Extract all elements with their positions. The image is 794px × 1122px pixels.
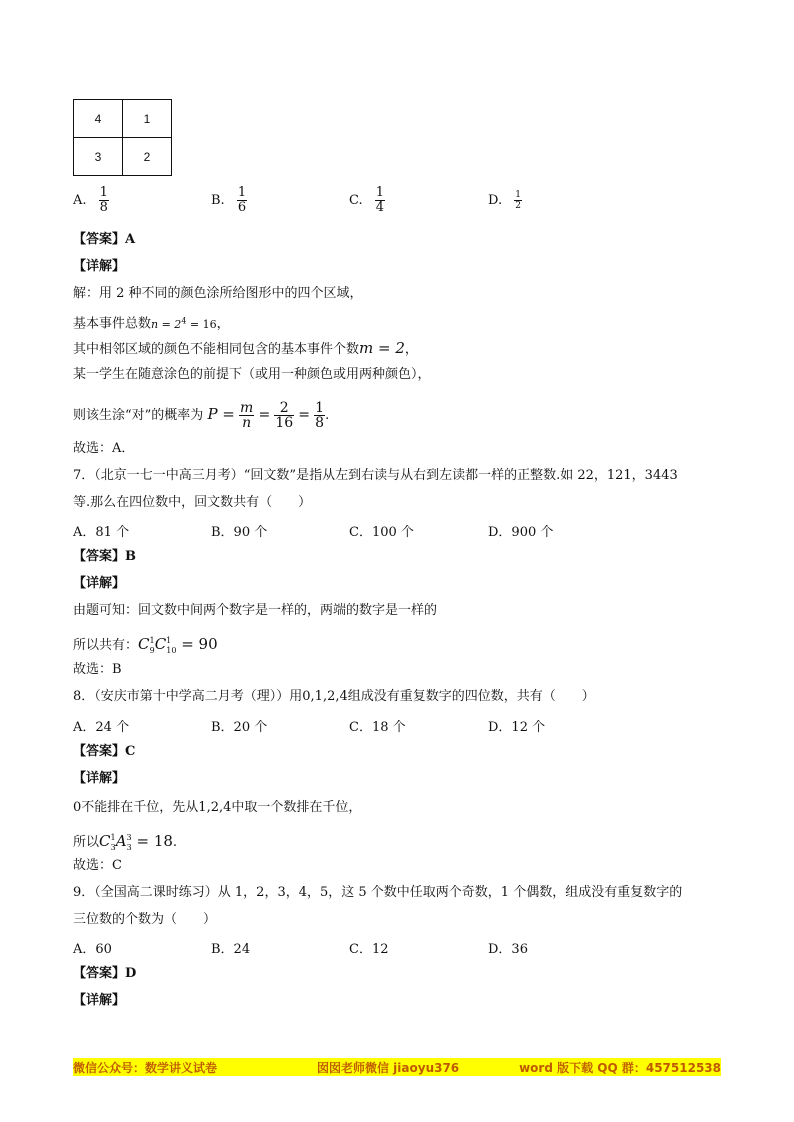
fraction-numerator: 2 — [274, 401, 294, 416]
grid-cell: 4 — [74, 100, 123, 138]
formula-part: = 16 — [186, 317, 217, 331]
q7-option-a: A．81 个 — [73, 525, 130, 540]
formula: $C^1_3A^3_3 = 18$ — [99, 832, 173, 852]
q6-detail-line — [73, 397, 329, 433]
region-grid-figure — [73, 99, 172, 176]
q7-stem-line: 等.那么在四位数中，回文数共有（ ） — [73, 495, 312, 510]
option-fraction — [514, 190, 522, 211]
q6-detail-line: 解：用 2 种不同的颜色涂所给图形中的四个区域， — [73, 286, 363, 301]
text: 所以 — [73, 835, 100, 850]
text: 则该生涂“对”的概率为 — [73, 408, 204, 423]
q7-detail-label: 【详解】 — [73, 576, 126, 591]
equals-sign: = — [298, 407, 311, 423]
q6-detail-line — [73, 312, 230, 334]
fraction-denominator: 2 — [515, 201, 521, 211]
fraction-denominator: 8 — [315, 415, 325, 431]
q6-detail-label: 【详解】 — [73, 259, 126, 274]
q7-option-b: B．90 个 — [211, 525, 268, 540]
footer-banner — [73, 1058, 721, 1076]
q8-answer-label: 【答案】C — [73, 744, 136, 759]
text: 不能排在千位，先从 — [81, 800, 199, 815]
q8-detail-line — [73, 826, 177, 860]
fraction-numerator: 1 — [375, 185, 385, 200]
text: 中取一个数排在千位， — [231, 800, 362, 815]
formula-part: = 18 — [131, 832, 173, 850]
formula-part: = 90 — [176, 635, 218, 653]
q9-option-a: A．60 — [73, 942, 112, 957]
q7-detail-line — [73, 629, 218, 663]
fraction — [239, 401, 254, 430]
q8-stem-line — [73, 688, 595, 706]
q9-stem-line: 三位数的个数为（ ） — [73, 912, 217, 927]
q6-detail-line: 某一学生在随意涂色的前提下（或用一种颜色或用两种颜色）， — [73, 367, 431, 382]
fraction-numerator: 1 — [99, 185, 108, 200]
formula: m = 2 — [359, 339, 405, 357]
text: 基本事件总数 — [73, 316, 152, 332]
q9-detail-label: 【详解】 — [73, 993, 126, 1008]
q8-detail-label: 【详解】 — [73, 771, 126, 786]
formula: P = — [207, 405, 235, 423]
option-fraction — [237, 186, 247, 215]
q9-option-c: C．12 — [349, 942, 389, 957]
fraction-denominator: 4 — [375, 200, 385, 215]
fraction-denominator: 6 — [237, 200, 247, 215]
formula-superscript: 1 — [149, 636, 155, 645]
formula-part: C — [138, 635, 150, 653]
fraction-denominator: n — [242, 415, 252, 431]
q6-option-a — [73, 186, 109, 215]
text: 其中相邻区域的颜色不能相同包含的基本事件个数 — [73, 342, 360, 357]
text: 所以共有： — [73, 638, 139, 653]
grid-cell: 1 — [123, 100, 172, 138]
option-fraction — [99, 186, 109, 215]
q9-option-b: B．24 — [211, 942, 251, 957]
option-fraction — [375, 186, 385, 215]
fraction — [314, 401, 325, 430]
option-letter: C. — [349, 193, 363, 208]
option-letter: B. — [211, 193, 225, 208]
q9-answer-label: 【答案】D — [73, 966, 137, 981]
footer-teacher-wechat: 囡囡老师微信 jiaoyu376 — [317, 1061, 460, 1075]
fraction-denominator: 16 — [275, 415, 294, 431]
text: . — [172, 835, 178, 850]
fraction-numerator: 1 — [315, 400, 325, 416]
text: 组成没有重复数字的四位数，共有（ ） — [347, 689, 595, 704]
formula: 1,2,4 — [198, 800, 232, 815]
q8-option-a: A．24 个 — [73, 720, 130, 735]
formula — [138, 635, 218, 653]
q7-answer-label: 【答案】B — [73, 549, 136, 564]
q8-detail-line — [73, 799, 361, 817]
q9-option-d: D．36 — [488, 942, 528, 957]
q7-option-c: C．100 个 — [349, 525, 414, 540]
footer-qq-group: word 版下载 QQ 群：457512538 — [519, 1061, 721, 1075]
formula-subscript: 9 — [149, 646, 155, 655]
q7-detail-line: 由题可知：回文数中间两个数字是一样的，两端的数字是一样的 — [73, 603, 438, 618]
footer-wechat-account: 微信公众号：数学讲义试卷 — [73, 1061, 218, 1075]
q6-answer-label: 【答案】A — [73, 232, 136, 247]
q7-option-d: D．900 个 — [488, 525, 554, 540]
q8-option-d: D．12 个 — [488, 720, 546, 735]
q6-choose: 故选：A． — [73, 441, 135, 456]
equals-sign: = — [258, 407, 271, 423]
fraction — [274, 401, 294, 430]
q8-option-c: C．18 个 — [349, 720, 406, 735]
fraction-numerator: 1 — [515, 190, 521, 200]
option-letter: D. — [488, 193, 503, 208]
q7-stem-line: 7．（北京一七一中高三月考）“回文数”是指从左到右读与从右到左读都一样的正整数.如 22，121，3443 — [73, 468, 678, 483]
formula: 0 — [73, 800, 82, 815]
q8-option-b: B．20 个 — [211, 720, 268, 735]
text: ， — [216, 316, 230, 332]
grid-cell: 2 — [123, 138, 172, 176]
formula — [151, 318, 217, 331]
formula-part: n = 2 — [151, 317, 182, 331]
q6-detail-line — [73, 339, 418, 359]
text: 8．（安庆市第十中学高二月考（理））用 — [73, 689, 303, 704]
text: ， — [404, 342, 418, 357]
q8-choose: 故选：C — [73, 858, 122, 873]
formula-superscript: 1 — [166, 636, 172, 645]
q6-option-b — [211, 186, 247, 215]
q6-option-d — [488, 190, 522, 211]
fraction-numerator: 1 — [237, 185, 247, 200]
q7-choose: 故选：B — [73, 662, 122, 677]
formula-subscript: 10 — [166, 646, 177, 655]
text: . — [325, 408, 330, 423]
q9-stem-line: 9．（全国高二课时练习）从 1，2，3，4，5，这 5 个数中任取两个奇数，1 个偶数，组成没有重复数字的 — [73, 885, 683, 900]
formula: 0,1,2,4 — [302, 689, 348, 704]
option-letter: A. — [73, 193, 87, 208]
fraction-numerator: m — [240, 400, 254, 416]
formula-part: C — [154, 635, 167, 653]
q6-option-c — [349, 186, 385, 215]
grid-cell: 3 — [74, 138, 123, 176]
fraction-denominator: 8 — [99, 200, 108, 215]
formula-exponent: 4 — [181, 316, 187, 325]
